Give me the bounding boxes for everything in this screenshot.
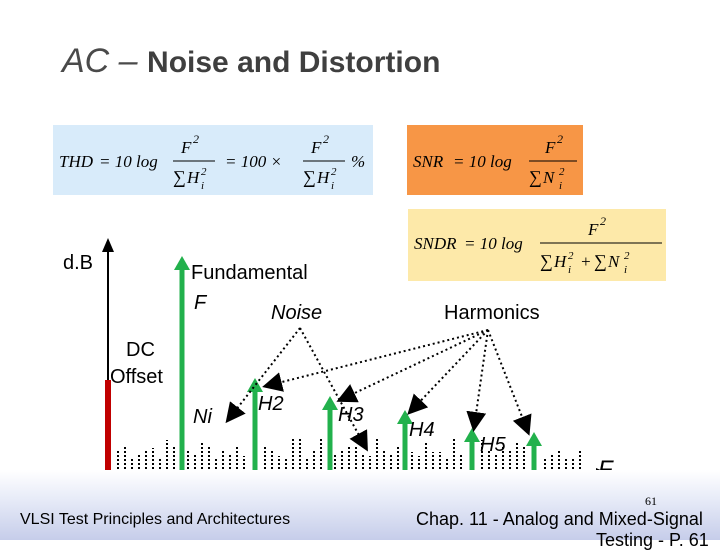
svg-text:H: H [554, 252, 567, 271]
svg-text:SNR: SNR [413, 152, 444, 171]
svg-text:H: H [187, 168, 200, 187]
fundamental-f-label: F [194, 292, 207, 314]
dc-label: DC [126, 339, 155, 361]
svg-text:2: 2 [201, 166, 207, 178]
svg-text:F: F [588, 220, 599, 239]
h3-label: H3 [338, 404, 364, 426]
h3-arrowhead [322, 396, 338, 410]
svg-text:2: 2 [331, 166, 337, 178]
svg-text:= 10 log: = 10 log [453, 152, 512, 171]
h5-label: H5 [480, 434, 506, 456]
svg-text:2: 2 [193, 132, 199, 146]
h5-arrowhead [464, 428, 480, 442]
svg-text:F: F [545, 138, 556, 157]
footer-chapter: Chap. 11 - Analog and Mixed-Signal [416, 509, 703, 529]
noise-floor [118, 438, 580, 473]
svg-text:N: N [608, 252, 620, 271]
svg-text:2: 2 [559, 166, 565, 178]
svg-text:2: 2 [568, 250, 574, 262]
harmonics-pointer-h4 [410, 330, 488, 412]
svg-text:H: H [317, 168, 330, 187]
h4-label: H4 [409, 419, 435, 441]
svg-text:N: N [543, 168, 555, 187]
svg-text:THD: THD [59, 152, 94, 171]
svg-text:2: 2 [557, 132, 563, 146]
y-axis-arrowhead [102, 238, 114, 252]
harmonics-pointer-h3 [340, 330, 488, 400]
svg-text:SNDR: SNDR [414, 234, 457, 253]
fundamental-label: Fundamental [191, 262, 308, 284]
svg-text:∑: ∑ [173, 167, 186, 187]
ni-label: Ni [193, 406, 212, 428]
svg-text:= 10 log: = 10 log [99, 152, 158, 171]
svg-text:2: 2 [323, 132, 329, 146]
harmonics-label: Harmonics [444, 302, 540, 324]
svg-text:= 100 ×: = 100 × [225, 152, 282, 171]
h2-label: H2 [258, 393, 284, 415]
svg-text:F: F [311, 138, 322, 157]
svg-text:∑: ∑ [529, 167, 542, 187]
db-axis-label: d.B [63, 252, 94, 274]
page-number: 61 [645, 494, 657, 508]
svg-text:i: i [624, 264, 628, 276]
svg-text:i: i [559, 180, 563, 192]
svg-text:F: F [181, 138, 192, 157]
h6-arrowhead [526, 432, 542, 446]
svg-text:∑: ∑ [303, 167, 316, 187]
svg-text:+: + [580, 252, 592, 271]
noise-pointer-floor [300, 328, 366, 448]
offset-label: Offset [110, 366, 163, 388]
svg-text:%: % [351, 152, 366, 171]
title-ac: AC – [62, 42, 138, 80]
svg-text:i: i [568, 264, 572, 276]
svg-text:2: 2 [600, 214, 606, 228]
footer-chapter-cont: Testing - P. 61 [596, 530, 709, 550]
svg-text:2: 2 [624, 250, 630, 262]
fundamental-arrowhead [174, 256, 190, 270]
harmonics-pointer-h6 [488, 330, 528, 432]
title-rest: Noise and Distortion [147, 46, 441, 79]
harmonics-pointer-h5 [474, 330, 488, 428]
svg-text:i: i [331, 180, 335, 192]
harmonics-pointer-h2 [266, 330, 488, 386]
svg-text:∑: ∑ [594, 251, 607, 271]
svg-text:i: i [201, 180, 205, 192]
noise-label: Noise [271, 302, 323, 324]
svg-text:= 10 log: = 10 log [464, 234, 523, 253]
h2-arrowhead [247, 378, 263, 392]
footer-book-title: VLSI Test Principles and Architectures [20, 511, 291, 528]
svg-text:∑: ∑ [540, 251, 553, 271]
